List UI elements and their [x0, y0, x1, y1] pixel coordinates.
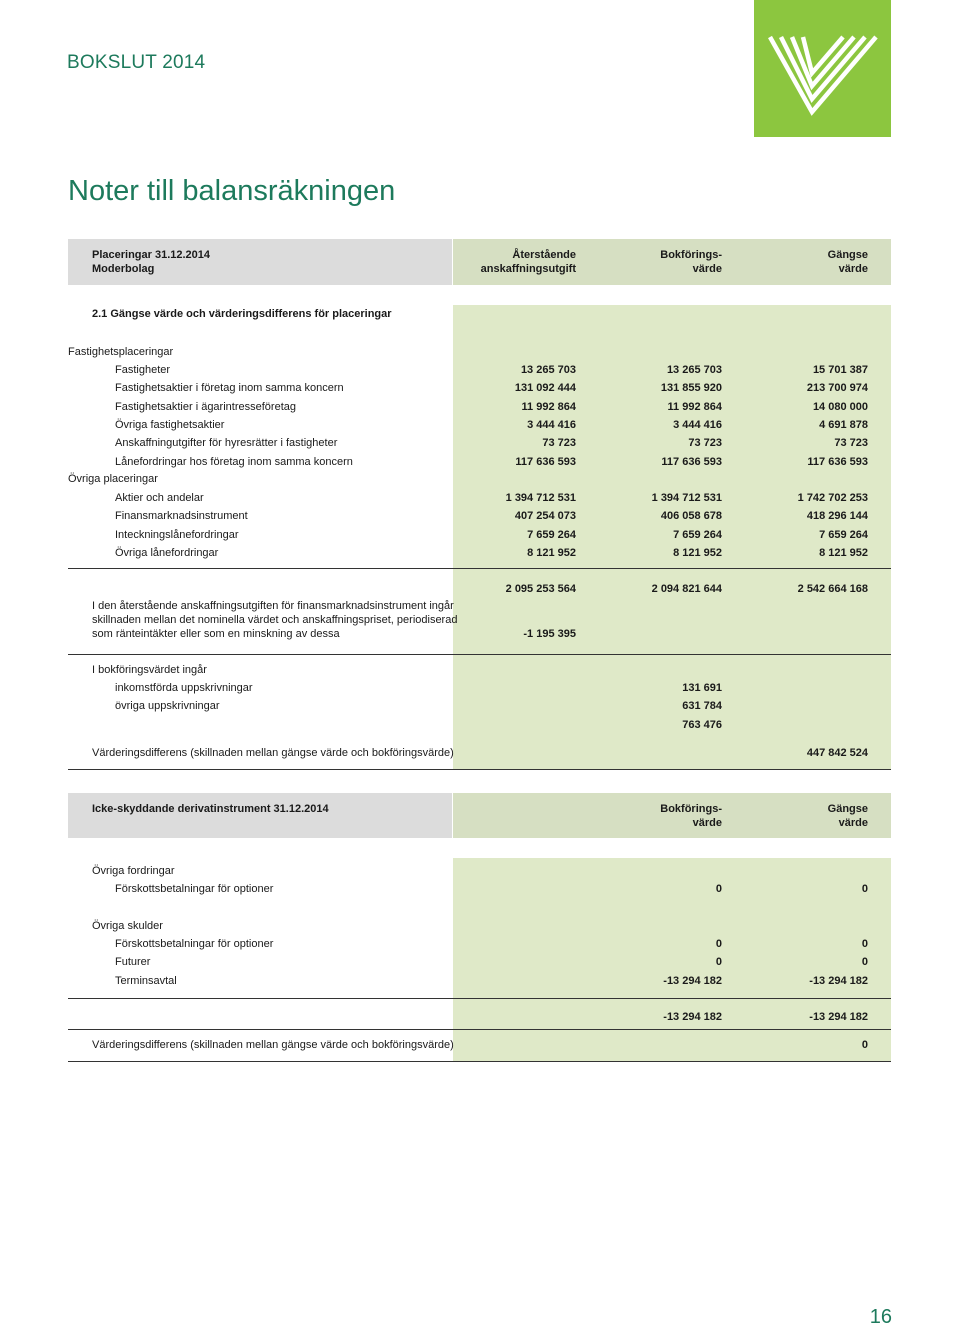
row-label: Anskaffningutgifter för hyresrätter i fastigheter: [115, 437, 338, 450]
row-label: Övriga lånefordringar: [115, 546, 219, 559]
row-label: Aktier och andelar: [115, 492, 204, 504]
row-value-c3: 0: [861, 883, 868, 895]
t2-header-left: Icke-skyddande derivatinstrument 31.12.2014: [92, 803, 329, 815]
row-label: Övriga fastighetsaktier: [115, 418, 225, 431]
row-value-c2: 0: [715, 938, 722, 950]
t1-header-col2-1: Bokförings-: [660, 249, 722, 261]
row-value-c1: 117 636 593: [515, 455, 576, 468]
row-label: Fastighetsaktier i företag inom samma koncern: [115, 382, 344, 395]
t1-bookvalue-row2-label: övriga uppskrivningar: [115, 700, 220, 712]
row-value-c3: 418 296 144: [806, 510, 868, 523]
t1-total-c3: 2 542 664 168: [797, 583, 868, 595]
row-value-c3: 15 701 387: [812, 364, 868, 376]
logo: [754, 0, 891, 137]
row-value-c3: 0: [861, 938, 868, 950]
t2-header-col2-1: Bokförings-: [660, 803, 722, 815]
row-value-c2: 13 265 703: [666, 364, 722, 376]
t1-total-c2: 2 094 821 644: [651, 583, 722, 595]
row-value-c2: -13 294 182: [663, 974, 722, 987]
t2-header-col3-2: värde: [838, 817, 868, 829]
row-value-c3: 8 121 952: [819, 546, 868, 559]
t2-diff-value: 0: [861, 1039, 868, 1051]
t1-header-col1-1: Återstående: [512, 249, 576, 261]
t1-bookvalue-row2-value: 631 784: [682, 700, 722, 712]
row-value-c3: 0: [861, 956, 868, 969]
row-value-c2: 0: [715, 956, 722, 969]
t2-diff-label: Värderingsdifferens (skillnaden mellan gängse värde och bokföringsvärde): [92, 1039, 454, 1051]
row-value-c2: 3 444 416: [673, 418, 722, 431]
page-title: Noter till balansräkningen: [68, 175, 396, 207]
t1-group1-label: Fastighetsplaceringar: [68, 346, 174, 358]
page-number: 16: [869, 1306, 892, 1328]
row-value-c1: 11 992 864: [521, 400, 576, 413]
t2-bottom-line: [68, 1061, 891, 1062]
row-value-c1: 7 659 264: [527, 528, 576, 541]
t2-total-c3: -13 294 182: [809, 1011, 868, 1023]
t2-group1-label: Övriga fordringar: [92, 865, 175, 877]
logo-v-icon: [754, 0, 891, 137]
t1-note-line2: skillnaden mellan det nominella värdet och anskaffningspriset, periodiserad: [92, 614, 458, 626]
t1-diff-value: 447 842 524: [806, 747, 868, 759]
t1-bookvalue-row1-label: inkomstförda uppskrivningar: [115, 682, 253, 694]
t1-note-line1: I den återstående anskaffningsutgiften för finansmarknadsinstrument ingår: [92, 600, 454, 612]
row-label: Fastighetsaktier i ägarintresseföretag: [115, 400, 296, 413]
t1-note-line3: som ränteintäkter eller som en minskning av dessa: [92, 628, 340, 640]
t1-diff-label: Värderingsdifferens (skillnaden mellan gängse värde och bokföringsvärde): [92, 747, 454, 759]
row-value-c3: 213 700 974: [806, 382, 868, 395]
row-value-c1: 1 394 712 531: [505, 492, 576, 504]
row-value-c2: 117 636 593: [661, 455, 722, 468]
row-value-c3: 14 080 000: [812, 400, 868, 413]
t1-header-col3-2: värde: [838, 263, 868, 275]
row-value-c2: 406 058 678: [660, 510, 722, 523]
row-value-c3: 4 691 878: [819, 418, 868, 431]
t2-total-c2: -13 294 182: [663, 1011, 722, 1023]
t1-header-col3-1: Gängse: [827, 249, 868, 261]
row-value-c2: 11 992 864: [667, 400, 722, 413]
t2-header-col3-1: Gängse: [827, 803, 868, 815]
row-label: Futurer: [115, 956, 151, 969]
row-label: Lånefordringar hos företag inom samma koncern: [115, 455, 353, 468]
row-value-c3: 117 636 593: [807, 455, 868, 468]
t1-bottom-line: [68, 769, 891, 770]
row-value-c2: 73 723: [688, 437, 722, 450]
row-value-c3: 73 723: [834, 437, 868, 450]
t1-header-col1-2: anskaffningsutgift: [480, 263, 576, 275]
row-label: Förskottsbetalningar för optioner: [115, 938, 274, 950]
header-title: BOKSLUT 2014: [67, 52, 206, 73]
t1-total-c1: 2 095 253 564: [505, 583, 576, 595]
row-value-c1: 8 121 952: [527, 546, 576, 559]
t1-bookvalue-sum: 763 476: [682, 719, 722, 731]
t1-divider-2: [68, 654, 891, 655]
row-label: Inteckningslånefordringar: [115, 528, 239, 541]
t2-divider-1: [68, 998, 891, 999]
t1-divider-1: [68, 568, 891, 569]
row-value-c1: 131 092 444: [514, 382, 576, 395]
row-value-c3: 7 659 264: [819, 528, 868, 541]
row-value-c3: 1 742 702 253: [797, 492, 868, 504]
row-value-c2: 0: [715, 883, 722, 895]
t1-bookvalue-label: I bokföringsvärdet ingår: [92, 664, 207, 676]
t1-group2-label: Övriga placeringar: [68, 473, 158, 485]
t2-divider-2: [68, 1029, 891, 1030]
t1-header-left-1: Placeringar 31.12.2014: [92, 249, 211, 261]
t2-header-col2-2: värde: [692, 817, 722, 829]
row-label: Fastigheter: [115, 364, 171, 376]
row-value-c2: 1 394 712 531: [651, 492, 722, 504]
row-label: Terminsavtal: [115, 974, 177, 987]
row-value-c2: 8 121 952: [673, 546, 722, 559]
row-value-c1: 407 254 073: [514, 510, 576, 523]
t1-note-value: -1 195 395: [523, 628, 576, 640]
t1-header-left-2: Moderbolag: [92, 263, 155, 275]
t1-header-col2-2: värde: [692, 263, 722, 275]
row-value-c1: 3 444 416: [527, 418, 576, 431]
row-value-c2: 131 855 920: [660, 382, 722, 395]
row-value-c2: 7 659 264: [673, 528, 722, 541]
t1-section-title: 2.1 Gängse värde och värderingsdifferens för placeringar: [92, 308, 392, 320]
row-label: Finansmarknadsinstrument: [115, 510, 248, 523]
row-label: Förskottsbetalningar för optioner: [115, 883, 274, 895]
t2-group2-label: Övriga skulder: [92, 920, 163, 932]
t1-bookvalue-row1-value: 131 691: [682, 682, 722, 694]
row-value-c1: 73 723: [542, 437, 576, 450]
row-value-c3: -13 294 182: [809, 974, 868, 987]
row-value-c1: 13 265 703: [520, 364, 576, 376]
